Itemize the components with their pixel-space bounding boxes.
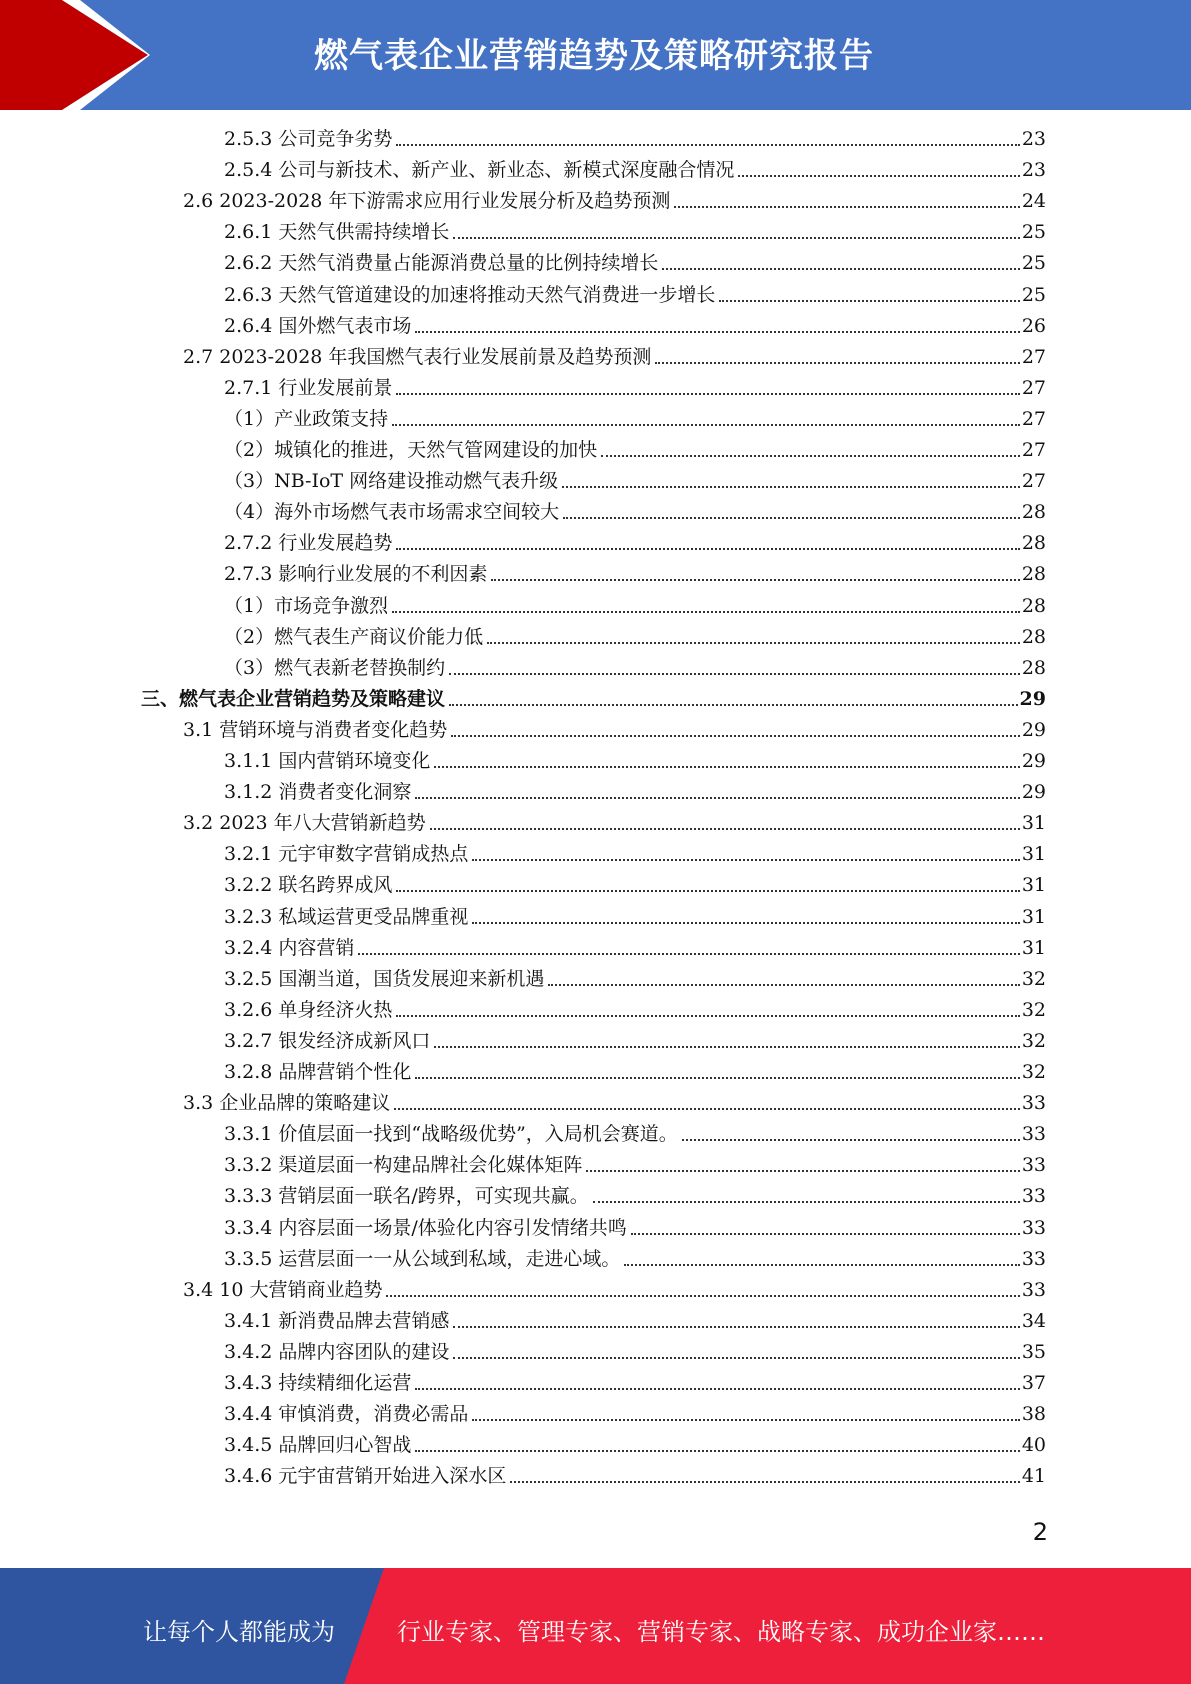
toc-entry-title: 2.6 2023-2028 年下游需求应用行业发展分析及趋势预测	[183, 190, 671, 213]
toc-entry-page: 29	[1019, 687, 1046, 710]
toc-entry[interactable]	[183, 1275, 1046, 1306]
toc-entry[interactable]	[224, 435, 1046, 466]
toc-dot-leader	[415, 797, 1019, 799]
toc-dot-leader	[396, 1015, 1019, 1017]
toc-dot-leader	[601, 455, 1020, 457]
toc-entry[interactable]	[224, 746, 1046, 777]
toc-entry[interactable]	[224, 902, 1046, 933]
toc-dot-leader	[453, 237, 1019, 239]
toc-entry-title: 3.3.5 运营层面一一从公域到私域，走进心域。	[224, 1247, 621, 1270]
toc-entry-title: 2.6.1 天然气供需持续增长	[224, 221, 450, 244]
toc-entry-page: 32	[1021, 1061, 1046, 1083]
toc-entry[interactable]	[224, 124, 1046, 155]
toc-dot-leader	[472, 1419, 1019, 1421]
toc-entry[interactable]	[224, 777, 1046, 808]
toc-entry-page: 28	[1021, 532, 1046, 555]
toc-entry-title: 3.4.1 新消费品牌去营销感	[224, 1309, 450, 1332]
toc-entry-title: 3.2.7 银发经济成新风口	[224, 1029, 431, 1052]
toc-entry-title: （3）燃气表新老替换制约	[224, 656, 446, 679]
toc-entry-title: 3.3 企业品牌的策略建议	[183, 1092, 391, 1115]
toc-dot-leader	[430, 828, 1020, 830]
toc-entry-page: 32	[1021, 998, 1046, 1021]
toc-entry[interactable]	[224, 217, 1046, 248]
toc-entry-title: 2.5.3 公司竞争劣势	[224, 128, 393, 150]
toc-entry-page: 28	[1021, 625, 1046, 648]
toc-entry-title: 2.6.3 天然气管道建设的加速将推动天然气消费进一步增长	[224, 283, 716, 306]
toc-entry-page: 28	[1021, 563, 1046, 586]
toc-entry-title: 3.2.5 国潮当道，国货发展迎来新机遇	[224, 967, 545, 990]
toc-dot-leader	[415, 331, 1019, 333]
toc-entry-title: 3.3.2 渠道层面一构建品牌社会化媒体矩阵	[224, 1154, 583, 1177]
toc-entry-title: 2.7 2023-2028 年我国燃气表行业发展前景及趋势预测	[183, 345, 652, 368]
toc-entry-page: 33	[1021, 1154, 1046, 1177]
toc-entry-title: 3.4 10 大营销商业趋势	[183, 1278, 383, 1301]
toc-entry[interactable]	[224, 1119, 1046, 1150]
toc-entry[interactable]	[141, 684, 1046, 715]
toc-entry[interactable]	[224, 311, 1046, 342]
toc-entry[interactable]	[224, 559, 1046, 590]
toc-entry-page: 33	[1021, 1123, 1046, 1146]
toc-dot-leader	[396, 393, 1019, 395]
toc-entry-page: 27	[1021, 470, 1046, 493]
footer-slogan-left: 让每个人都能成为	[143, 1618, 335, 1646]
toc-entry-page: 40	[1021, 1434, 1046, 1457]
toc-entry-title: 2.6.2 天然气消费量占能源消费总量的比例持续增长	[224, 252, 659, 275]
toc-entry-page: 31	[1021, 843, 1046, 866]
toc-entry-page: 31	[1021, 936, 1046, 959]
report-title: 燃气表企业营销趋势及策略研究报告	[314, 36, 874, 76]
toc-entry-page: 31	[1021, 812, 1046, 835]
toc-entry-page: 34	[1021, 1309, 1046, 1332]
toc-entry[interactable]	[224, 248, 1046, 279]
toc-dot-leader	[449, 704, 1018, 706]
toc-dot-leader	[563, 517, 1020, 519]
toc-entry[interactable]	[224, 528, 1046, 559]
toc-entry-title: （3）NB-IoT 网络建设推动燃气表升级	[224, 470, 559, 493]
toc-entry[interactable]	[224, 1430, 1046, 1461]
toc-dot-leader	[738, 175, 1019, 177]
toc-entry-title: 2.7.2 行业发展趋势	[224, 532, 393, 555]
toc-entry-title: 3.4.4 审慎消费，消费必需品	[224, 1403, 469, 1426]
toc-dot-leader	[396, 548, 1019, 550]
toc-entry-page: 31	[1021, 874, 1046, 897]
toc-dot-leader	[662, 268, 1019, 270]
toc-entry-page: 41	[1021, 1465, 1046, 1488]
toc-entry[interactable]	[224, 1306, 1046, 1337]
toc-dot-leader	[358, 953, 1019, 955]
toc-entry-page: 28	[1021, 594, 1046, 617]
toc-dot-leader	[434, 766, 1019, 768]
toc-dot-leader	[655, 362, 1019, 364]
toc-dot-leader	[586, 1170, 1019, 1172]
toc-entry-page: 27	[1021, 376, 1046, 399]
toc-dot-leader	[562, 486, 1020, 488]
toc-entry-title: 3.4.2 品牌内容团队的建设	[224, 1340, 450, 1363]
toc-entry[interactable]	[224, 404, 1046, 435]
toc-entry-page: 33	[1021, 1216, 1046, 1239]
toc-entry[interactable]	[224, 280, 1046, 311]
toc-entry[interactable]	[183, 186, 1046, 217]
toc-entry[interactable]	[224, 591, 1046, 622]
toc-dot-leader	[449, 673, 1020, 675]
toc-dot-leader	[674, 206, 1019, 208]
toc-entry-title: 2.5.4 公司与新技术、新产业、新业态、新模式深度融合情况	[224, 159, 735, 182]
toc-entry-title: 3.2.2 联名跨界成风	[224, 874, 393, 897]
toc-entry[interactable]	[224, 622, 1046, 653]
toc-entry-page: 28	[1021, 501, 1046, 524]
toc-dot-leader	[487, 642, 1020, 644]
toc-entry[interactable]	[224, 933, 1046, 964]
toc-entry-title: 3.2.3 私域运营更受品牌重视	[224, 905, 469, 928]
toc-entry-title: 3.3.4 内容层面一场景/体验化内容引发情绪共鸣	[224, 1216, 627, 1239]
toc-dot-leader	[593, 1201, 1020, 1203]
toc-entry-title: 3.2.4 内容营销	[224, 936, 355, 959]
toc-entry-title: 3.1.2 消费者变化洞察	[224, 781, 412, 804]
toc-entry-title: 3.3.1 价值层面一找到“战略级优势”，入局机会赛道。	[224, 1123, 678, 1146]
toc-dot-leader	[392, 424, 1020, 426]
toc-entry-page: 27	[1021, 345, 1046, 368]
toc-entry[interactable]	[224, 1181, 1046, 1212]
toc-entry[interactable]	[224, 1368, 1046, 1399]
toc-dot-leader	[415, 1450, 1019, 1452]
toc-dot-leader	[472, 922, 1019, 924]
toc-entry-title: 2.7.1 行业发展前景	[224, 376, 393, 399]
toc-dot-leader	[396, 144, 1019, 146]
toc-entry-page: 33	[1021, 1278, 1046, 1301]
toc-entry-page: 32	[1021, 967, 1046, 990]
toc-entry-page: 24	[1021, 190, 1046, 213]
page-header	[0, 0, 1191, 110]
toc-entry-title: 三、燃气表企业营销趋势及策略建议	[141, 687, 446, 710]
toc-dot-leader	[392, 611, 1020, 613]
toc-entry-title: 3.1.1 国内营销环境变化	[224, 750, 431, 772]
toc-dot-leader	[472, 859, 1019, 861]
toc-entry-page: 27	[1021, 407, 1046, 430]
toc-entry[interactable]	[224, 1337, 1046, 1368]
toc-dot-leader	[434, 1046, 1019, 1048]
toc-dot-leader	[624, 1264, 1019, 1266]
toc-dot-leader	[415, 1388, 1019, 1390]
toc-entry-page: 29	[1021, 781, 1046, 804]
toc-dot-leader	[415, 1077, 1019, 1079]
toc-entry-title: （2）城镇化的推进，天然气管网建设的加快	[224, 439, 598, 461]
toc-entry[interactable]	[224, 1026, 1046, 1057]
toc-entry-page: 23	[1021, 159, 1046, 182]
toc-entry-title: （2）燃气表生产商议价能力低	[224, 625, 484, 648]
toc-entry-title: 3.2.8 品牌营销个性化	[224, 1061, 412, 1083]
toc-entry-page: 29	[1021, 750, 1046, 772]
toc-dot-leader	[453, 1326, 1019, 1328]
toc-entry-page: 33	[1021, 1092, 1046, 1115]
toc-entry[interactable]	[224, 964, 1046, 995]
page-number: 2	[1032, 1518, 1048, 1546]
toc-entry[interactable]	[224, 1213, 1046, 1244]
toc-entry-page: 31	[1021, 905, 1046, 928]
toc-entry-page: 25	[1021, 283, 1046, 306]
toc-entry-page: 35	[1021, 1340, 1046, 1363]
toc-entry-page: 37	[1021, 1372, 1046, 1394]
page-footer	[0, 1568, 1191, 1684]
toc-entry[interactable]	[224, 466, 1046, 497]
toc-entry-page: 23	[1021, 128, 1046, 150]
toc-entry[interactable]	[224, 1057, 1046, 1088]
toc-dot-leader	[491, 579, 1019, 581]
toc-entry-page: 33	[1021, 1247, 1046, 1270]
toc-entry-title: （1）产业政策支持	[224, 407, 389, 430]
toc-dot-leader	[394, 1108, 1020, 1110]
toc-dot-leader	[682, 1139, 1020, 1141]
toc-entry-title: 3.2.6 单身经济火热	[224, 998, 393, 1021]
toc-dot-leader	[719, 300, 1019, 302]
toc-entry[interactable]	[224, 653, 1046, 684]
toc-entry-title: 2.6.4 国外燃气表市场	[224, 314, 412, 337]
toc-entry-title: 2.7.3 影响行业发展的不利因素	[224, 563, 488, 586]
toc-entry-page: 25	[1021, 221, 1046, 244]
toc-entry[interactable]	[183, 715, 1046, 746]
toc-entry-title: 3.4.5 品牌回归心智战	[224, 1434, 412, 1457]
toc-entry[interactable]	[183, 342, 1046, 373]
toc-entry-page: 33	[1021, 1185, 1046, 1208]
toc-dot-leader	[548, 984, 1019, 986]
toc-dot-leader	[386, 1295, 1019, 1297]
toc-entry[interactable]	[224, 1150, 1046, 1181]
toc-entry-title: 3.3.3 营销层面一联名/跨界，可实现共赢。	[224, 1185, 589, 1208]
toc-entry[interactable]	[224, 839, 1046, 870]
toc-entry[interactable]	[224, 1244, 1046, 1275]
header-arrow-graphic	[0, 0, 300, 110]
toc-entry-page: 25	[1021, 252, 1046, 275]
toc-entry[interactable]	[224, 995, 1046, 1026]
toc-entry-page: 29	[1021, 718, 1046, 741]
toc-entry-page: 32	[1021, 1029, 1046, 1052]
footer-slogan-right: 行业专家、管理专家、营销专家、战略专家、成功企业家……	[397, 1618, 1045, 1646]
toc-entry[interactable]	[224, 373, 1046, 404]
toc-entry-page: 27	[1021, 439, 1046, 461]
toc-entry-title: 3.2 2023 年八大营销新趋势	[183, 812, 426, 835]
toc-dot-leader	[631, 1233, 1020, 1235]
toc-entry-title: 3.4.6 元宇宙营销开始进入深水区	[224, 1465, 507, 1488]
toc-entry[interactable]	[224, 1461, 1046, 1492]
toc-dot-leader	[451, 735, 1020, 737]
toc-entry[interactable]	[224, 497, 1046, 528]
toc-entry[interactable]	[224, 870, 1046, 901]
toc-entry-title: 3.2.1 元宇审数字营销成热点	[224, 843, 469, 866]
toc-entry-page: 38	[1021, 1403, 1046, 1426]
toc-entry-title: （1）市场竞争激烈	[224, 594, 389, 617]
toc-dot-leader	[396, 890, 1019, 892]
toc-entry[interactable]	[183, 808, 1046, 839]
toc-entry[interactable]	[224, 155, 1046, 186]
toc-dot-leader	[510, 1481, 1019, 1483]
toc-entry-page: 26	[1021, 314, 1046, 337]
toc-entry-title: 3.1 营销环境与消费者变化趋势	[183, 718, 448, 741]
toc-entry-title: （4）海外市场燃气表市场需求空间较大	[224, 501, 560, 524]
toc-entry-title: 3.4.3 持续精细化运营	[224, 1372, 412, 1394]
toc-dot-leader	[453, 1357, 1019, 1359]
toc-entry-page: 28	[1021, 656, 1046, 679]
toc-entry[interactable]	[224, 1399, 1046, 1430]
toc-entry[interactable]	[183, 1088, 1046, 1119]
